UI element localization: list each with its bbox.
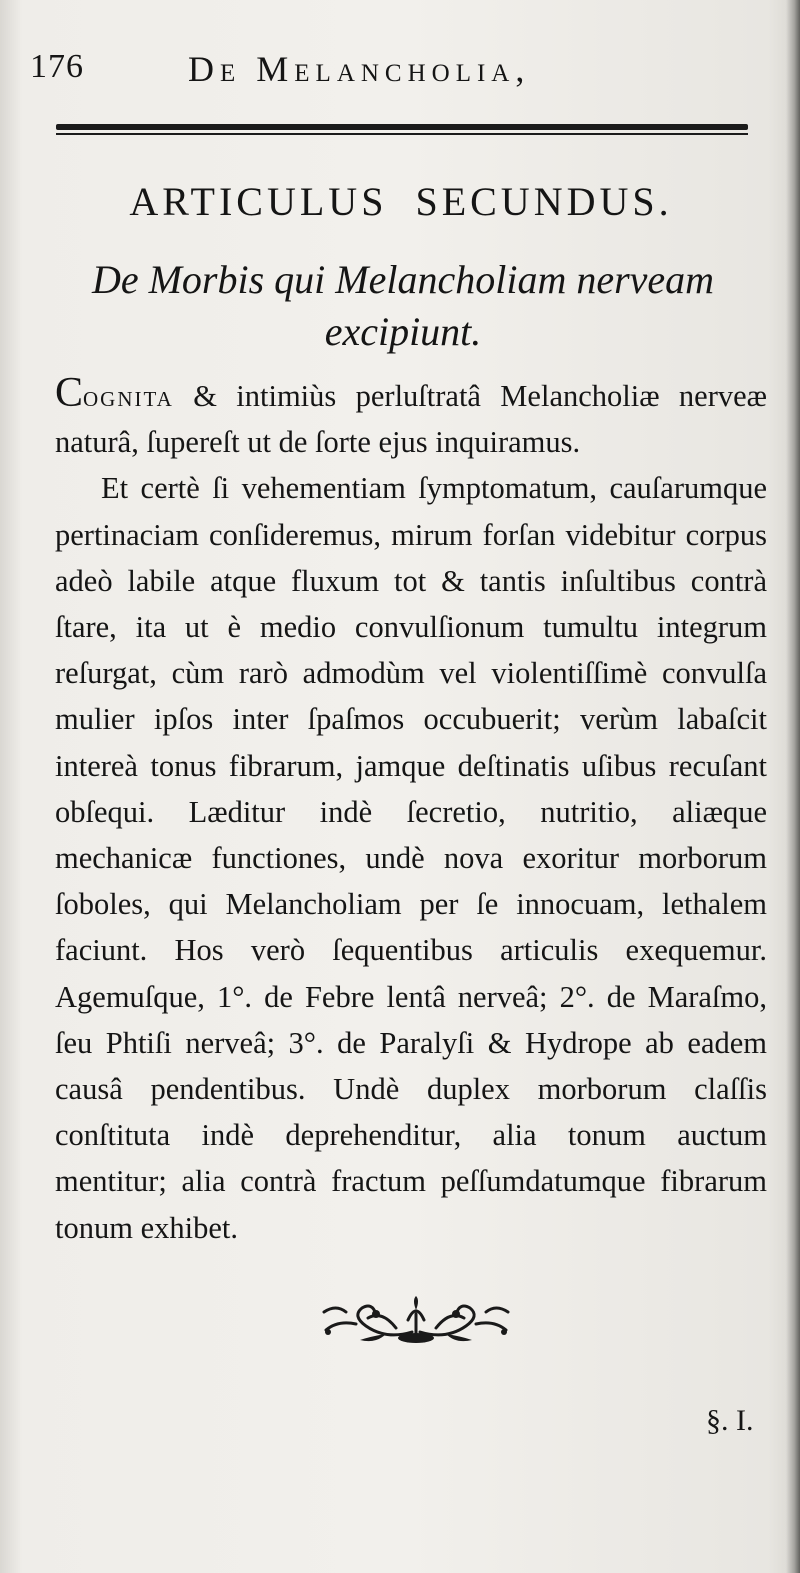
page-number: 176 [30,48,84,85]
floral-tailpiece-icon [316,1290,516,1350]
paragraph-2: Et certè ſi vehementiam ſymptomatum, cauſarumque pertinaciam conſideremus, mirum forſan videbitur corpus adeò labile atque fluxum tot & tantis inſultibus contrà ſtare, ita ut è medio convulſionum tumultu integrum reſurgat, cùm rarò admodùm vel violentiſſimè convulſa mulier ipſos inter ſpaſmos occubuerit; verùm labaſcit intereà tonus fibrarum, jamque deſtinatis uſibus recuſant obſequi. Læditur indè ſecretio, nutritio, aliæque mechanicæ functiones, undè nova exoritur morborum ſoboles, qui Melancholiam per ſe innocuam, lethalem faciunt. Hos verò ſequentibus articulis exequemur. Agemuſque, 1°. de Febre lentâ nerveâ; 2°. de Maraſmo, ſeu Phtiſi nerveâ; 3°. de Paralyſi & Hydrope ab eadem causâ pendentibus. Undè duplex morborum claſſis conſtituta indè deprehenditur, alia tonum auctum mentitur; alia contrà fractum peſſumdatumque fibrarum tonum exhibet. [55,471,767,1245]
article-title: ARTICULUS SECUNDUS. [129,179,673,224]
thin-rule [56,133,748,135]
running-head [30,48,760,92]
paragraph-1-text: & intimiùs perluſtratâ Melancholiæ nerveæ naturâ, ſupereſt ut de ſorte ejus inquiramus. [55,379,767,460]
drop-cap: C [55,370,84,416]
catchword: §. I. [706,1404,754,1437]
article-subtitle [38,254,768,358]
paragraph-1 [55,370,767,465]
running-title: De Melancholia, [188,49,531,89]
lead-word: ognita [83,379,174,413]
thick-rule [56,124,748,130]
subtitle-line-2: excipiunt. [324,309,482,354]
subtitle-line-1: De Morbis qui Melancholiam nerveam [91,257,715,302]
body-text [55,370,767,1251]
header-double-rule [56,124,748,136]
